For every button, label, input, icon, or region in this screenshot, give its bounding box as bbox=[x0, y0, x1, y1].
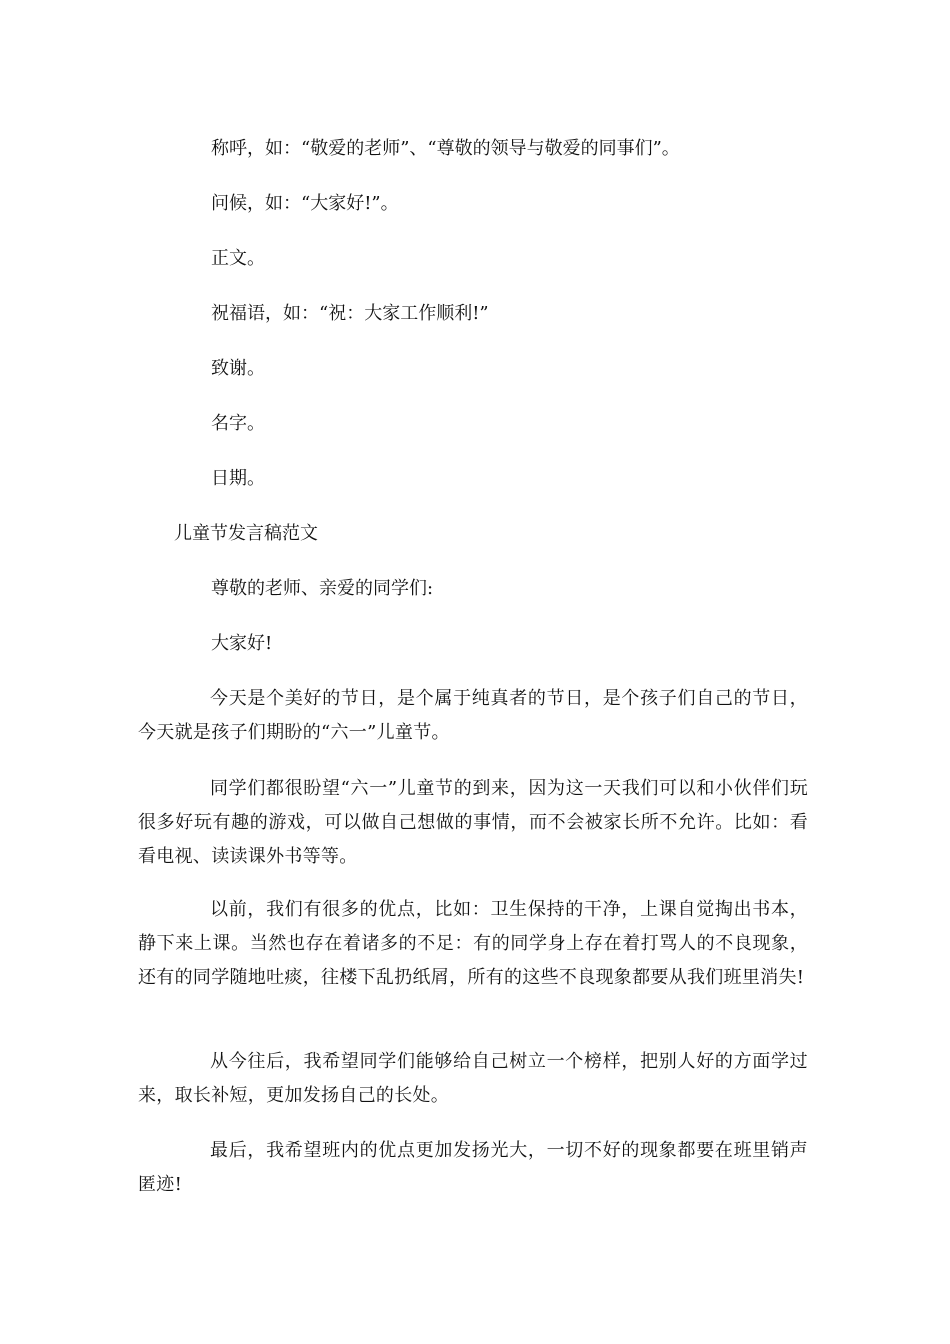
speech-salutation: 尊敬的老师、亲爱的同学们: bbox=[211, 578, 434, 599]
speech-paragraph-3: 以前，我们有很多的优点，比如：卫生保持的干净，上课自觉掏出书本，静下来上课。当然也存在着诸多的不足：有的同学身上存在着打骂人的不良现象，还有的同学随地吐痰，往楼下乱扔纸屑，所有的这些不良现象都要从我们班里消失! bbox=[138, 899, 808, 988]
speech-paragraph-4: 从今往后，我希望同学们能够给自己树立一个榜样，把别人好的方面学过来，取长补短，更加发扬自己的长处。 bbox=[138, 1051, 808, 1106]
format-item-thanks: 致谢。 bbox=[211, 358, 265, 379]
format-item-body: 正文。 bbox=[211, 248, 265, 269]
speech-paragraph-5: 最后，我希望班内的优点更加发扬光大，一切不好的现象都要在班里销声匿迹! bbox=[138, 1140, 808, 1195]
speech-greeting: 大家好! bbox=[211, 633, 273, 654]
format-item-date: 日期。 bbox=[211, 468, 265, 489]
format-item-salutation: 称呼，如：“敬爱的老师”、“尊敬的领导与敬爱的同事们”。 bbox=[211, 138, 680, 159]
speech-paragraph-1: 今天是个美好的节日，是个属于纯真者的节日，是个孩子们自己的节日，今天就是孩子们期盼的“六一”儿童节。 bbox=[138, 688, 808, 743]
speech-paragraph-2: 同学们都很盼望“六一”儿童节的到来，因为这一天我们可以和小伙伴们玩很多好玩有趣的游戏，可以做自己想做的事情，而不会被家长所不允许。比如：看看电视、读读课外书等等。 bbox=[138, 778, 808, 867]
section-title: 儿童节发言稿范文 bbox=[174, 523, 318, 544]
format-item-name: 名字。 bbox=[211, 413, 265, 434]
format-item-greeting: 问候，如：“大家好!”。 bbox=[211, 193, 399, 214]
format-item-blessing: 祝福语，如：“祝：大家工作顺利!” bbox=[211, 303, 489, 324]
